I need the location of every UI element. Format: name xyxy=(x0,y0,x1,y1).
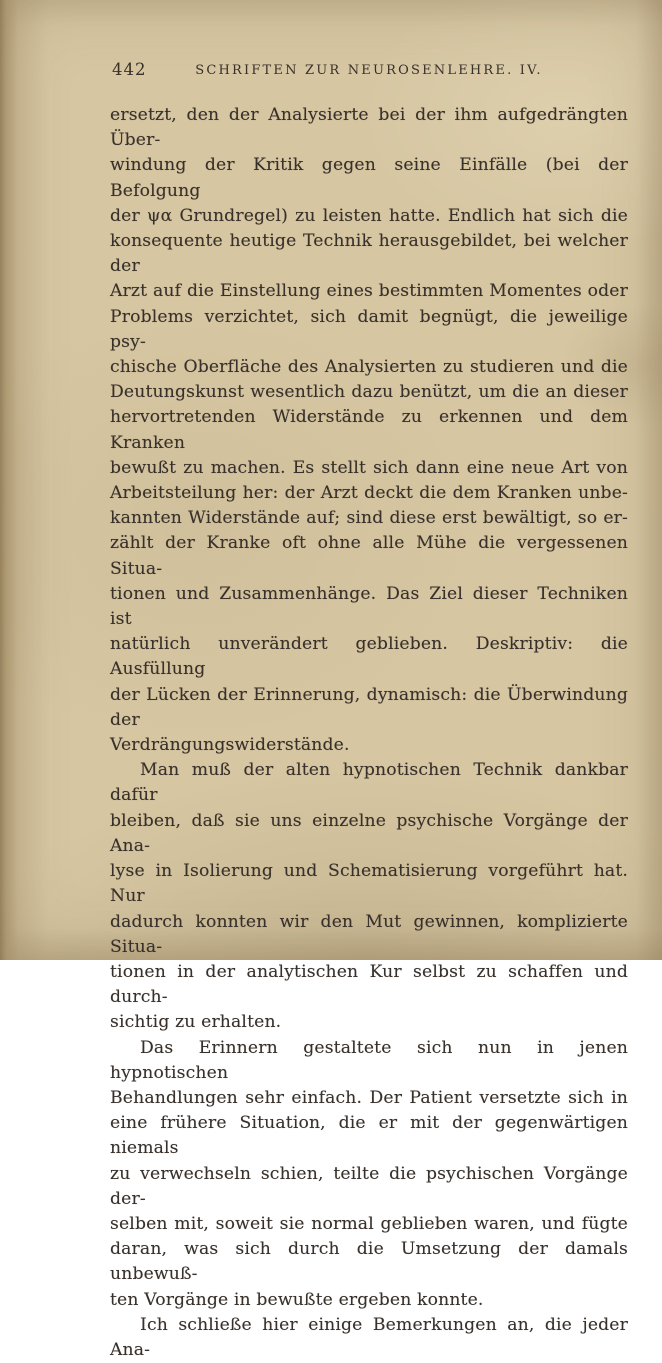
text-line: tionen in der analytischen Kur selbst zu schaffen und durch- xyxy=(110,961,628,1008)
paragraph xyxy=(110,1313,628,1363)
text-line: bewußt zu machen. Es stellt sich dann eine neue Art von xyxy=(110,457,628,478)
text-line: lyse in Isolierung und Schematisierung vorgeführt hat. Nur xyxy=(110,861,628,907)
text-line: Behandlungen sehr einfach. Der Patient versetzte sich in xyxy=(110,1087,628,1108)
text-block xyxy=(110,103,628,1363)
text-line: natürlich unverändert geblieben. Deskriptiv: die Ausfüllung xyxy=(110,634,628,680)
text-line: konsequente heutige Technik herausgebildet, bei welcher der xyxy=(110,231,628,277)
text-line: bleiben, daß sie uns einzelne psychische Vorgänge der Ana- xyxy=(110,810,628,856)
text-line: Deutungskunst wesentlich dazu benützt, um die an dieser xyxy=(110,382,628,403)
text-line: daran, was sich durch die Umsetzung der damals unbewuß- xyxy=(110,1239,628,1285)
text-line: ten Vorgänge in bewußte ergeben konnte. xyxy=(110,1289,484,1310)
text-line: kannten Widerstände auf; sind diese erst bewältigt, so er- xyxy=(110,508,628,529)
text-line: chische Oberfläche des Analysierten zu studieren und die xyxy=(110,357,628,378)
text-line: der Lücken der Erinnerung, dynamisch: die Überwindung der xyxy=(110,684,628,730)
text-line: Das Erinnern gestaltete sich nun in jenen hypnotischen xyxy=(110,1037,628,1083)
text-line: Verdrängungswiderstände. xyxy=(110,735,350,756)
text-line: Arbeitsteilung her: der Arzt deckt die dem Kranken unbe- xyxy=(110,483,628,504)
paragraph xyxy=(110,103,628,758)
text-line: selben mit, soweit sie normal geblieben waren, und fügte xyxy=(110,1213,628,1234)
paragraph xyxy=(110,1036,628,1313)
text-line: zählt der Kranke oft ohne alle Mühe die vergessenen Situa- xyxy=(110,533,628,579)
text-line: Ich schließe hier einige Bemerkungen an, die jeder Ana- xyxy=(110,1314,628,1360)
text-line: dadurch konnten wir den Mut gewinnen, komplizierte Situa- xyxy=(110,911,628,957)
paragraph xyxy=(110,758,628,1035)
text-line: Arzt auf die Einstellung eines bestimmten Momentes oder xyxy=(110,281,628,302)
text-line: tionen und Zusammenhänge. Das Ziel dieser Techniken ist xyxy=(110,583,628,630)
page-header xyxy=(110,60,628,82)
page-number: 442 xyxy=(112,60,147,79)
text-line: Man muß der alten hypnotischen Technik dankbar dafür xyxy=(110,760,628,806)
text-line: Problems verzichtet, sich damit begnügt, die jeweilige psy- xyxy=(110,306,628,352)
text-line: der ψα Grundregel) zu leisten hatte. Endlich hat sich die xyxy=(110,205,628,226)
running-title: SCHRIFTEN ZUR NEUROSENLEHRE. IV. xyxy=(195,62,543,78)
text-line: hervortretenden Widerstände zu erkennen und dem Kranken xyxy=(110,407,628,453)
text-line: sichtig zu erhalten. xyxy=(110,1012,282,1033)
text-line: zu verwechseln schien, teilte die psychischen Vorgänge der- xyxy=(110,1163,628,1209)
text-line: windung der Kritik gegen seine Einfälle (bei der Befolgung xyxy=(110,155,628,201)
text-line: ersetzt, den der Analysierte bei der ihm aufgedrängten Über- xyxy=(110,105,628,151)
text-line: eine frühere Situation, die er mit der gegenwärtigen niemals xyxy=(110,1113,628,1159)
